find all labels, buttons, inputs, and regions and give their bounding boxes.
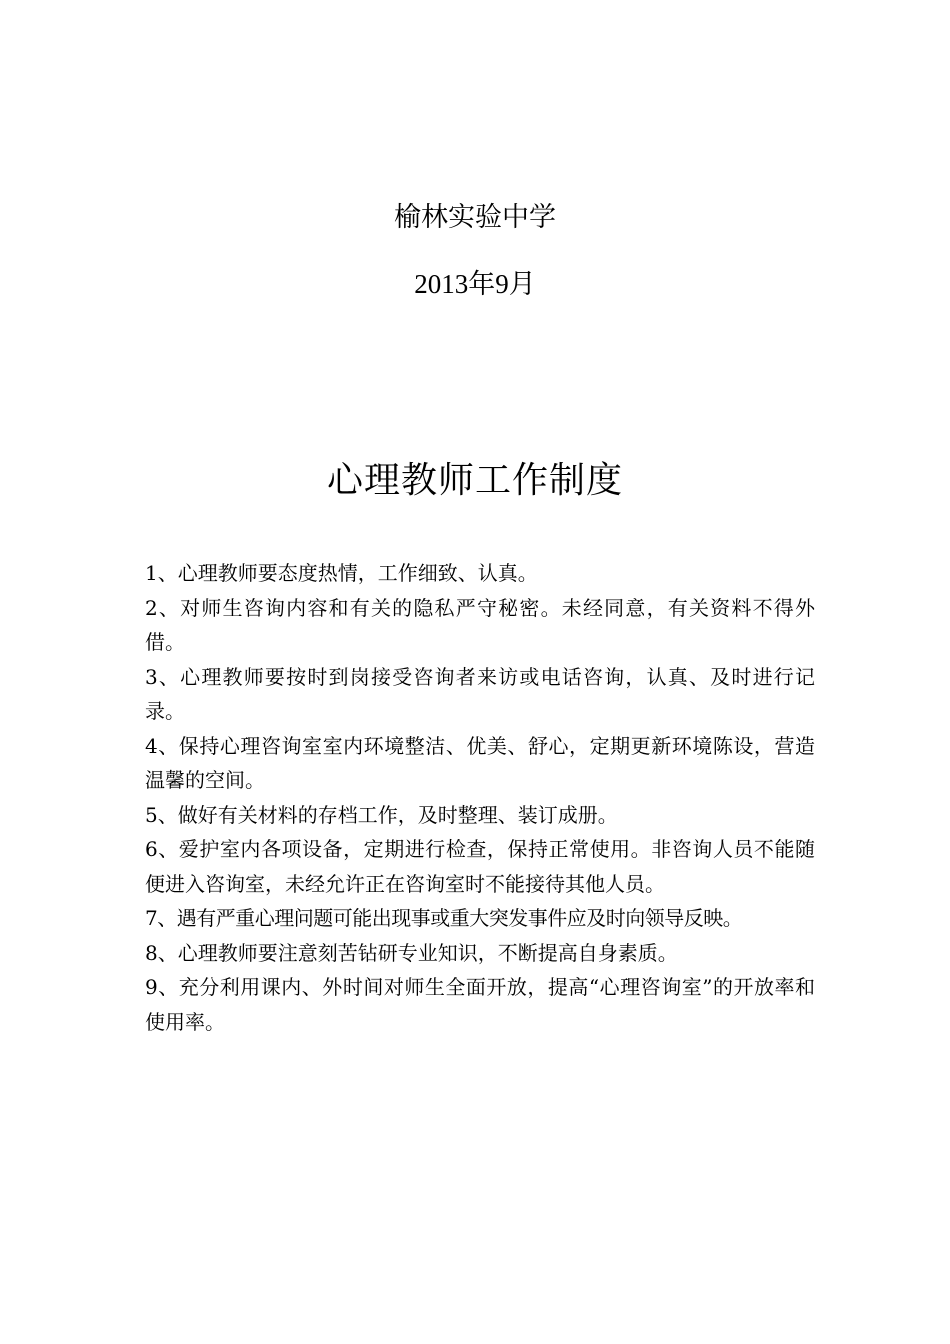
rule-item: 7、遇有严重心理问题可能出现事或重大突发事件应及时向领导反映。: [145, 906, 743, 930]
rule-item: 2、对师生咨询内容和有关的隐私严守秘密。未经同意，有关资料不得外借。: [145, 595, 815, 654]
rule-item: 6、爱护室内各项设备，定期进行检查，保持正常使用。非咨询人员不能随便进入咨询室，未经允许正在咨询室时不能接待其他人员。: [145, 837, 815, 896]
rule-item: 1、心理教师要态度热情，工作细致、认真。: [145, 561, 538, 585]
rule-item: 3、心理教师要按时到岗接受咨询者来访或电话咨询，认真、及时进行记录。: [145, 664, 815, 723]
document-date: 2013年9月: [414, 269, 536, 299]
document-title: 心理教师工作制度: [326, 460, 623, 501]
rules-list: [145, 556, 815, 1039]
rule-item: 5、做好有关材料的存档工作，及时整理、装订成册。: [145, 802, 618, 827]
school-name: 榆林实验中学: [394, 202, 556, 233]
rule-item: 9、充分利用课内、外时间对师生全面开放，提高“心理咨询室”的开放率和使用率。: [145, 975, 815, 1034]
rule-item: 8、心理教师要注意刻苦钻研专业知识，不断提高自身素质。: [145, 940, 678, 965]
rule-item: 4、保持心理咨询室室内环境整洁、优美、舒心，定期更新环境陈设，营造温馨的空间。: [145, 733, 815, 792]
